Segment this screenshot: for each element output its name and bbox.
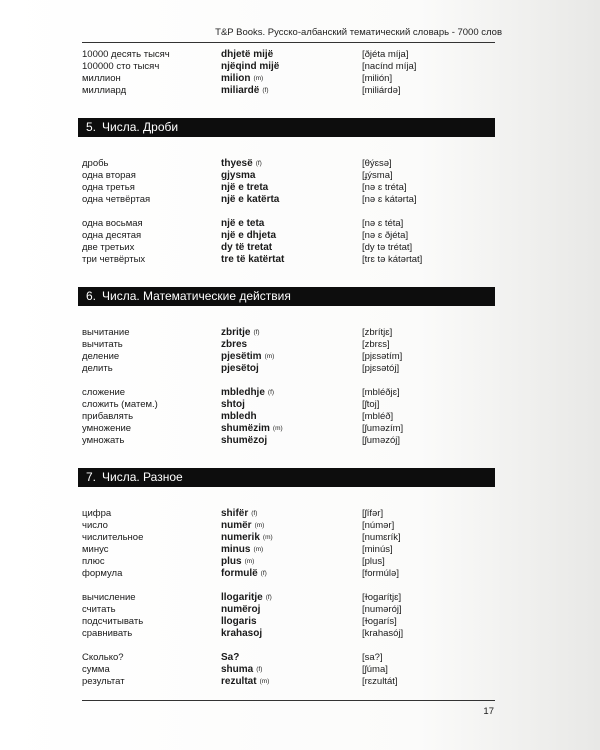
transcription: [numɛrík] <box>362 532 401 543</box>
entry-row <box>0 676 600 688</box>
russian-word: деление <box>82 351 120 362</box>
albanian-word-text: shtoj <box>221 399 245 410</box>
section-number: 7. <box>86 470 97 484</box>
russian-word: 10000 десять тысяч <box>82 49 170 60</box>
albanian-word <box>221 616 257 628</box>
entry-row <box>0 592 600 604</box>
albanian-word <box>221 411 257 423</box>
albanian-word-text: Sa? <box>221 652 240 663</box>
albanian-word <box>221 242 272 254</box>
russian-word: умножать <box>82 435 125 446</box>
albanian-word <box>221 254 284 266</box>
gender-marker: (f) <box>251 510 258 517</box>
albanian-word <box>221 387 274 399</box>
transcription: [ʃífər] <box>362 508 384 519</box>
albanian-word <box>221 532 273 544</box>
gender-marker: (f) <box>253 329 260 336</box>
gender-marker: (f) <box>256 666 263 673</box>
entry-row <box>0 520 600 532</box>
russian-word: дробь <box>82 158 109 169</box>
albanian-word-text: rezultat <box>221 676 257 687</box>
albanian-word-text: pjesëtim <box>221 351 262 362</box>
albanian-word <box>221 194 279 206</box>
transcription: [nacínd míja] <box>362 61 417 72</box>
transcription: [dy tə trétat] <box>362 242 413 253</box>
russian-word: одна вторая <box>82 170 136 181</box>
russian-word: считать <box>82 604 116 615</box>
entry-row <box>0 61 600 73</box>
transcription: [ɫogarítjɛ] <box>362 592 402 603</box>
albanian-word <box>221 61 279 73</box>
russian-word: одна четвёртая <box>82 194 151 205</box>
transcription: [trɛ tə kátərtat] <box>362 254 423 265</box>
albanian-word-text: mbledh <box>221 411 257 422</box>
entry-row <box>0 556 600 568</box>
transcription: [mbléðjɛ] <box>362 387 400 398</box>
albanian-word-text: llogaris <box>221 616 257 627</box>
transcription: [rɛzultát] <box>362 676 398 687</box>
albanian-word <box>221 158 262 170</box>
albanian-word-text: shumëzoj <box>221 435 268 446</box>
transcription: [minús] <box>362 544 393 555</box>
russian-word: одна третья <box>82 182 135 193</box>
gender-marker: (f) <box>267 389 275 396</box>
albanian-word-text: dy të tretat <box>221 242 273 253</box>
russian-word: Сколько? <box>82 652 124 663</box>
gender-marker: (f) <box>262 87 269 94</box>
russian-word: числительное <box>82 532 144 543</box>
transcription: [ʃuməzím] <box>362 423 404 434</box>
albanian-word-text: thyesë <box>221 158 253 169</box>
entry-row <box>0 568 600 580</box>
russian-word: две третьих <box>82 242 135 253</box>
albanian-word-text: një e treta <box>221 182 269 193</box>
russian-word: результат <box>82 676 125 687</box>
entry-row <box>0 73 600 85</box>
russian-word: вычитать <box>82 339 123 350</box>
albanian-word-text: krahasoj <box>221 628 263 639</box>
russian-word: делить <box>82 363 113 374</box>
albanian-word-text: një e dhjeta <box>221 230 277 241</box>
albanian-word <box>221 592 272 604</box>
russian-word: одна восьмая <box>82 218 143 229</box>
gender-marker: (m) <box>259 678 270 685</box>
albanian-word <box>221 399 245 411</box>
entry-row <box>0 664 600 676</box>
russian-word: плюс <box>82 556 105 567</box>
gender-marker: (f) <box>260 570 267 577</box>
transcription: [zbrɛs] <box>362 339 390 350</box>
albanian-word <box>221 363 259 375</box>
transcription: [pjɛsətój] <box>362 363 400 374</box>
entry-row <box>0 652 600 664</box>
section-heading <box>78 287 495 306</box>
albanian-word <box>221 628 262 640</box>
albanian-word <box>221 544 263 556</box>
transcription: [nə ɛ kátərta] <box>362 194 417 205</box>
transcription: [nə ɛ ðjéta] <box>362 230 409 241</box>
entry-row <box>0 49 600 61</box>
entry-row <box>0 194 600 206</box>
entry-row <box>0 363 600 375</box>
albanian-word-text: milion <box>221 73 251 84</box>
albanian-word-text: shuma <box>221 664 254 675</box>
albanian-word <box>221 339 247 351</box>
russian-word: одна десятая <box>82 230 142 241</box>
russian-word: сложение <box>82 387 126 398</box>
transcription: [plus] <box>362 556 385 567</box>
section-number: 5. <box>86 120 97 134</box>
albanian-word-text: një e katërta <box>221 194 280 205</box>
russian-word: минус <box>82 544 109 555</box>
gender-marker: (m) <box>244 558 255 565</box>
albanian-word <box>221 218 264 230</box>
running-title: T&P Books. Русско-албанский тематический словарь - 7000 слов <box>215 27 502 38</box>
russian-word: умножение <box>82 423 132 434</box>
albanian-word-text: miliardë <box>221 85 260 96</box>
transcription: [milión] <box>362 73 393 84</box>
transcription: [ɫogarís] <box>362 616 397 627</box>
transcription: [formúlə] <box>362 568 399 579</box>
gender-marker: (m) <box>253 75 264 82</box>
albanian-word <box>221 568 267 580</box>
russian-word: миллиард <box>82 85 127 96</box>
section-title: Числа. Дроби <box>102 120 179 134</box>
entry-row <box>0 544 600 556</box>
transcription: [mbléð] <box>362 411 394 422</box>
albanian-word-text: shifër <box>221 508 249 519</box>
albanian-word-text: numër <box>221 520 252 531</box>
albanian-word <box>221 556 254 568</box>
russian-word: сумма <box>82 664 110 675</box>
transcription: [θýɛsə] <box>362 158 392 169</box>
russian-word: 100000 сто тысяч <box>82 61 160 72</box>
transcription: [pjɛsətím] <box>362 351 403 362</box>
gender-marker: (f) <box>265 594 272 601</box>
albanian-word-text: numerik <box>221 532 260 543</box>
albanian-word-text: një e teta <box>221 218 265 229</box>
entry-row <box>0 158 600 170</box>
albanian-word <box>221 73 263 85</box>
albanian-word-text: zbres <box>221 339 248 350</box>
entry-row <box>0 628 600 640</box>
transcription: [ðjéta míja] <box>362 49 409 60</box>
albanian-word <box>221 423 283 435</box>
albanian-word <box>221 508 257 520</box>
page-number: 17 <box>483 706 494 717</box>
russian-word: подсчитывать <box>82 616 144 627</box>
transcription: [ʃtoj] <box>362 399 380 410</box>
albanian-word-text: tre të katërtat <box>221 254 285 265</box>
albanian-word-text: zbritje <box>221 327 251 338</box>
entry-row <box>0 242 600 254</box>
albanian-word <box>221 604 260 616</box>
gender-marker: (f) <box>255 160 262 167</box>
entry-row <box>0 230 600 242</box>
entry-row <box>0 435 600 447</box>
section-title: Числа. Разное <box>102 470 183 484</box>
transcription: [ɟýsma] <box>362 170 393 181</box>
transcription: [zbrítjɛ] <box>362 327 393 338</box>
albanian-word <box>221 520 264 532</box>
albanian-word-text: formulë <box>221 568 258 579</box>
albanian-word <box>221 351 274 363</box>
russian-word: прибавлять <box>82 411 134 422</box>
transcription: [miliárdə] <box>362 85 401 96</box>
albanian-word <box>221 85 269 97</box>
russian-word: миллион <box>82 73 121 84</box>
entry-row <box>0 327 600 339</box>
transcription: [krahasój] <box>362 628 404 639</box>
section-heading <box>78 468 495 487</box>
transcription: [sa?] <box>362 652 383 663</box>
gender-marker: (m) <box>262 534 273 541</box>
entry-row <box>0 604 600 616</box>
russian-word: число <box>82 520 108 531</box>
gender-marker: (m) <box>272 425 283 432</box>
russian-word: сравнивать <box>82 628 133 639</box>
russian-word: вычисление <box>82 592 136 603</box>
gender-marker: (m) <box>254 522 265 529</box>
section-number: 6. <box>86 289 97 303</box>
russian-word: сложить (матем.) <box>82 399 158 410</box>
gender-marker: (m) <box>264 353 275 360</box>
albanian-word-text: gjysma <box>221 170 256 181</box>
section-title: Числа. Математические действия <box>102 289 291 303</box>
transcription: [ʃúma] <box>362 664 388 675</box>
albanian-word <box>221 327 260 339</box>
entry-row <box>0 254 600 266</box>
russian-word: вычитание <box>82 327 130 338</box>
section-heading <box>78 118 495 137</box>
albanian-word <box>221 664 262 676</box>
transcription: [nə ɛ tréta] <box>362 182 407 193</box>
albanian-word-text: plus <box>221 556 242 567</box>
albanian-word-text: numëroj <box>221 604 261 615</box>
transcription: [númər] <box>362 520 395 531</box>
entry-row <box>0 423 600 435</box>
albanian-word-text: pjesëtoj <box>221 363 259 374</box>
albanian-word-text: minus <box>221 544 251 555</box>
footer-rule <box>82 700 495 701</box>
albanian-word-text: dhjetë mijë <box>221 49 274 60</box>
russian-word: формула <box>82 568 123 579</box>
entry-row <box>0 351 600 363</box>
albanian-word <box>221 676 269 688</box>
albanian-word <box>221 49 273 61</box>
entry-row <box>0 411 600 423</box>
albanian-word <box>221 435 267 447</box>
transcription: [numərój] <box>362 604 402 615</box>
entry-row <box>0 218 600 230</box>
albanian-word-text: llogaritje <box>221 592 263 603</box>
albanian-word-text: njëqind mijë <box>221 61 280 72</box>
albanian-word <box>221 170 255 182</box>
entry-row <box>0 532 600 544</box>
albanian-word <box>221 182 268 194</box>
entry-row <box>0 508 600 520</box>
entry-row <box>0 85 600 97</box>
entry-row <box>0 182 600 194</box>
entry-row <box>0 616 600 628</box>
transcription: [nə ɛ téta] <box>362 218 404 229</box>
albanian-word-text: shumëzim <box>221 423 270 434</box>
entry-row <box>0 399 600 411</box>
russian-word: три четвёртых <box>82 254 146 265</box>
albanian-word <box>221 230 276 242</box>
entry-row <box>0 387 600 399</box>
transcription: [ʃuməzój] <box>362 435 401 446</box>
albanian-word-text: mbledhje <box>221 387 265 398</box>
entry-row <box>0 170 600 182</box>
albanian-word <box>221 652 239 664</box>
entry-row <box>0 339 600 351</box>
russian-word: цифра <box>82 508 112 519</box>
header-rule <box>82 42 495 43</box>
gender-marker: (m) <box>253 546 264 553</box>
